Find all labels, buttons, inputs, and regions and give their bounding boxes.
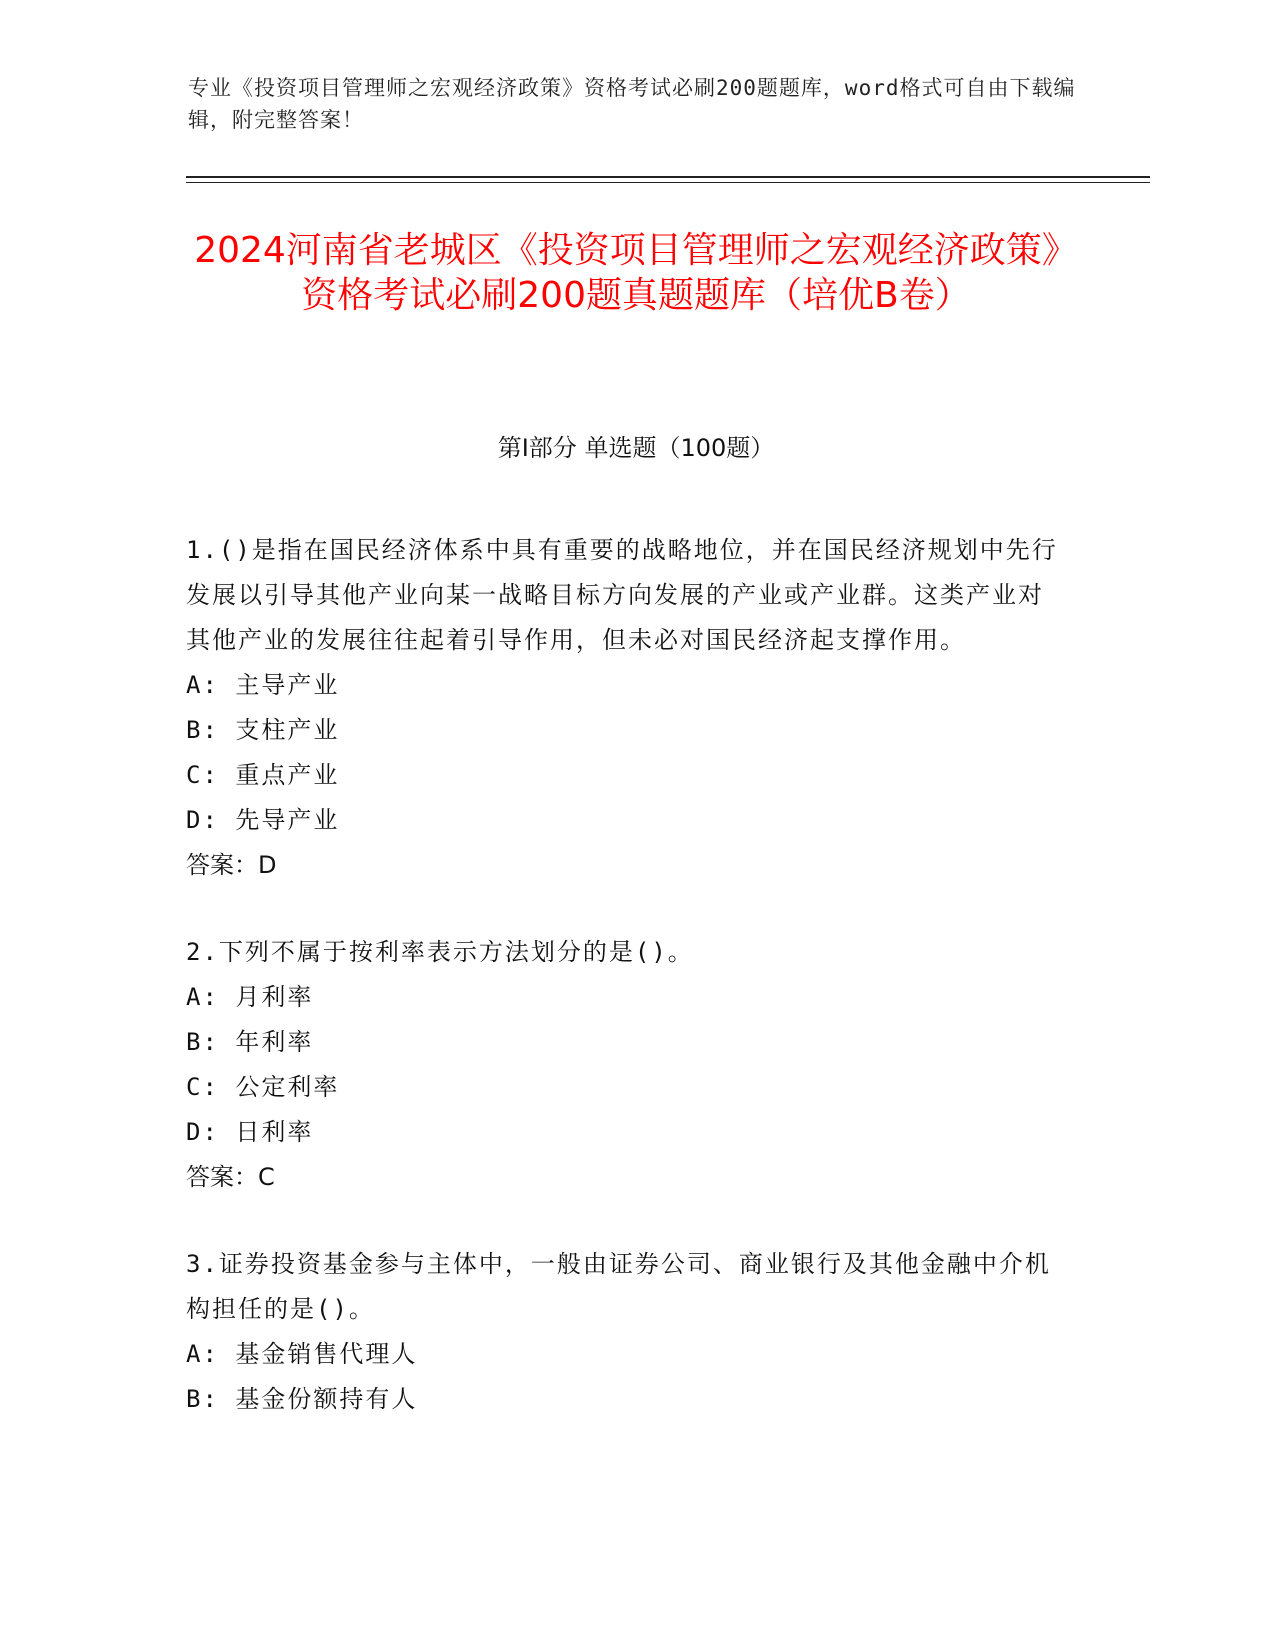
option-b: B: 年利率 — [186, 1028, 314, 1056]
document-title: 2024河南省老城区《投资项目管理师之宏观经济政策》资格考试必刷200题真题题库（培优B卷） — [194, 230, 1078, 316]
option-a: A: 月利率 — [186, 983, 314, 1011]
header-note: 专业《投资项目管理师之宏观经济政策》资格考试必刷200题题库，word格式可自由下载编辑，附完整答案！ — [188, 76, 1076, 132]
option-d: D: 先导产业 — [186, 806, 340, 834]
option-a: A: 基金销售代理人 — [186, 1340, 418, 1368]
header-divider — [186, 176, 1150, 178]
answer: 答案：D — [186, 851, 277, 879]
header-divider-thin — [186, 182, 1150, 183]
option-c: C: 公定利率 — [186, 1073, 340, 1101]
question-3 — [186, 1242, 1066, 1422]
question-2 — [186, 930, 1066, 1200]
option-d: D: 日利率 — [186, 1118, 314, 1146]
option-a: A: 主导产业 — [186, 671, 340, 699]
question-list — [186, 528, 1066, 1464]
answer: 答案：C — [186, 1163, 275, 1191]
question-stem: 2.下列不属于按利率表示方法划分的是()。 — [186, 938, 694, 966]
section-title: 第Ⅰ部分 单选题（100题） — [497, 434, 775, 462]
option-b: B: 基金份额持有人 — [186, 1385, 418, 1413]
option-c: C: 重点产业 — [186, 761, 340, 789]
question-1 — [186, 528, 1066, 888]
option-b: B: 支柱产业 — [186, 716, 340, 744]
question-stem: 1.()是指在国民经济体系中具有重要的战略地位，并在国民经济规划中先行发展以引导其他产业向某一战略目标方向发展的产业或产业群。这类产业对其他产业的发展往往起着引导作用，但未必对国民经济起支撑作用。 — [186, 536, 1058, 654]
question-stem: 3.证券投资基金参与主体中，一般由证券公司、商业银行及其他金融中介机构担任的是()。 — [186, 1250, 1051, 1323]
